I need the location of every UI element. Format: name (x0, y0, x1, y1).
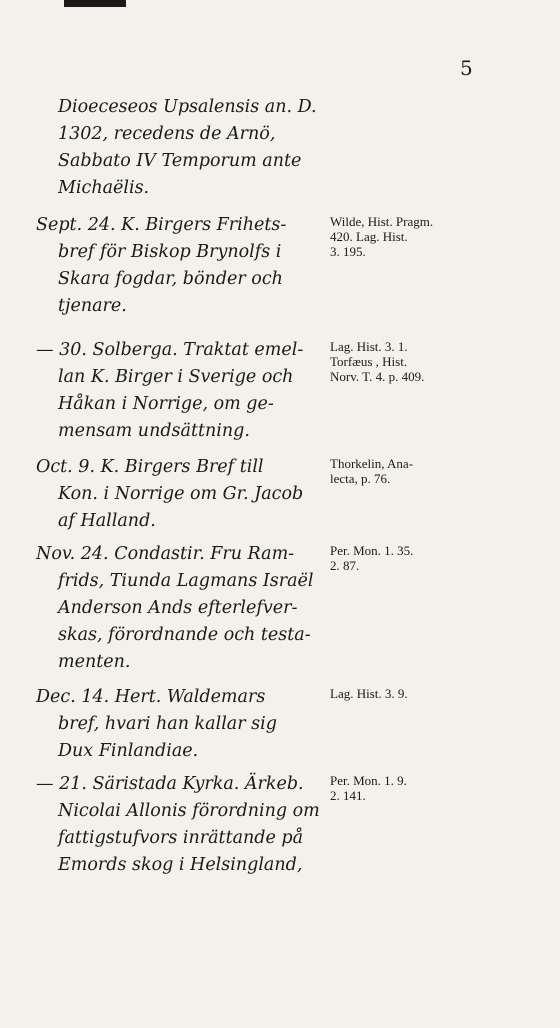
entry-reference: Per. Mon. 1. 9. 2. 141. (330, 773, 407, 803)
entry-body: bref, hvari han kallar sig Dux Finlandiae. (58, 714, 277, 761)
top-edge-bar (64, 0, 126, 7)
entry-body: lan K. Birger i Sverige och Håkan i Norrige, om ge- mensam undsättning. (58, 367, 294, 441)
entry-text (36, 454, 322, 535)
entry-heading: Condastir. Fru Ram- (114, 544, 295, 564)
entry-date: Sept. 24. (36, 215, 116, 235)
entry-date: Oct. 9. (36, 457, 96, 477)
entry-reference: Thorkelin, Ana- lecta, p. 76. (330, 456, 414, 486)
entry-reference: Lag. Hist. 3. 1. Torfæus , Hist. Norv. T. 4. p. 409. (330, 339, 425, 384)
entry-reference: Per. Mon. 1. 35. 2. 87. (330, 543, 414, 573)
entry-text (36, 212, 322, 320)
entry-date: Dec. 14. (36, 687, 110, 707)
entry-first-line (36, 212, 322, 239)
entry-date: — 30. (36, 340, 87, 360)
entry-heading: Hert. Waldemars (114, 687, 266, 707)
entry-heading: K. Birgers Bref till (100, 457, 264, 477)
entry-heading: K. Birgers Frihets- (121, 215, 287, 235)
entry-heading: Säristada Kyrka. Ärkeb. (92, 774, 304, 794)
entry-first-line (36, 541, 322, 568)
entry-text (36, 684, 322, 765)
entry-reference: Wilde, Hist. Pragm. 420. Lag. Hist. 3. 195. (330, 214, 434, 259)
entry-text (36, 541, 322, 676)
entry-body: bref för Biskop Brynolfs i Skara fogdar, bönder och tjenare. (58, 242, 283, 316)
entry-text (36, 771, 322, 879)
entry-first-line (36, 684, 322, 711)
entry-reference: Lag. Hist. 3. 9. (330, 686, 408, 701)
entry-body: Kon. i Norrige om Gr. Jacob af Halland. (58, 484, 304, 531)
entry-first-line (36, 454, 322, 481)
entry-body: Nicolai Allonis förordning om fattigstufvors inrättande på Emords skog i Helsingland, (58, 801, 320, 875)
page-number: 5 (460, 56, 473, 80)
entry-date: Nov. 24. (36, 544, 109, 564)
entry-text (36, 337, 322, 445)
intro-paragraph: Dioeceseos Upsalensis an. D. 1302, recedens de Arnö, Sabbato IV Temporum ante Michaëlis. (58, 97, 317, 198)
entry-date: — 21. (36, 774, 87, 794)
entry-first-line (36, 771, 322, 798)
entry-heading: Solberga. Traktat emel- (92, 340, 304, 360)
entry-body: frids, Tiunda Lagmans Israël Anderson Ands efterlefver- skas, förordnande och testa- menten. (58, 571, 314, 672)
entry-first-line (36, 337, 322, 364)
